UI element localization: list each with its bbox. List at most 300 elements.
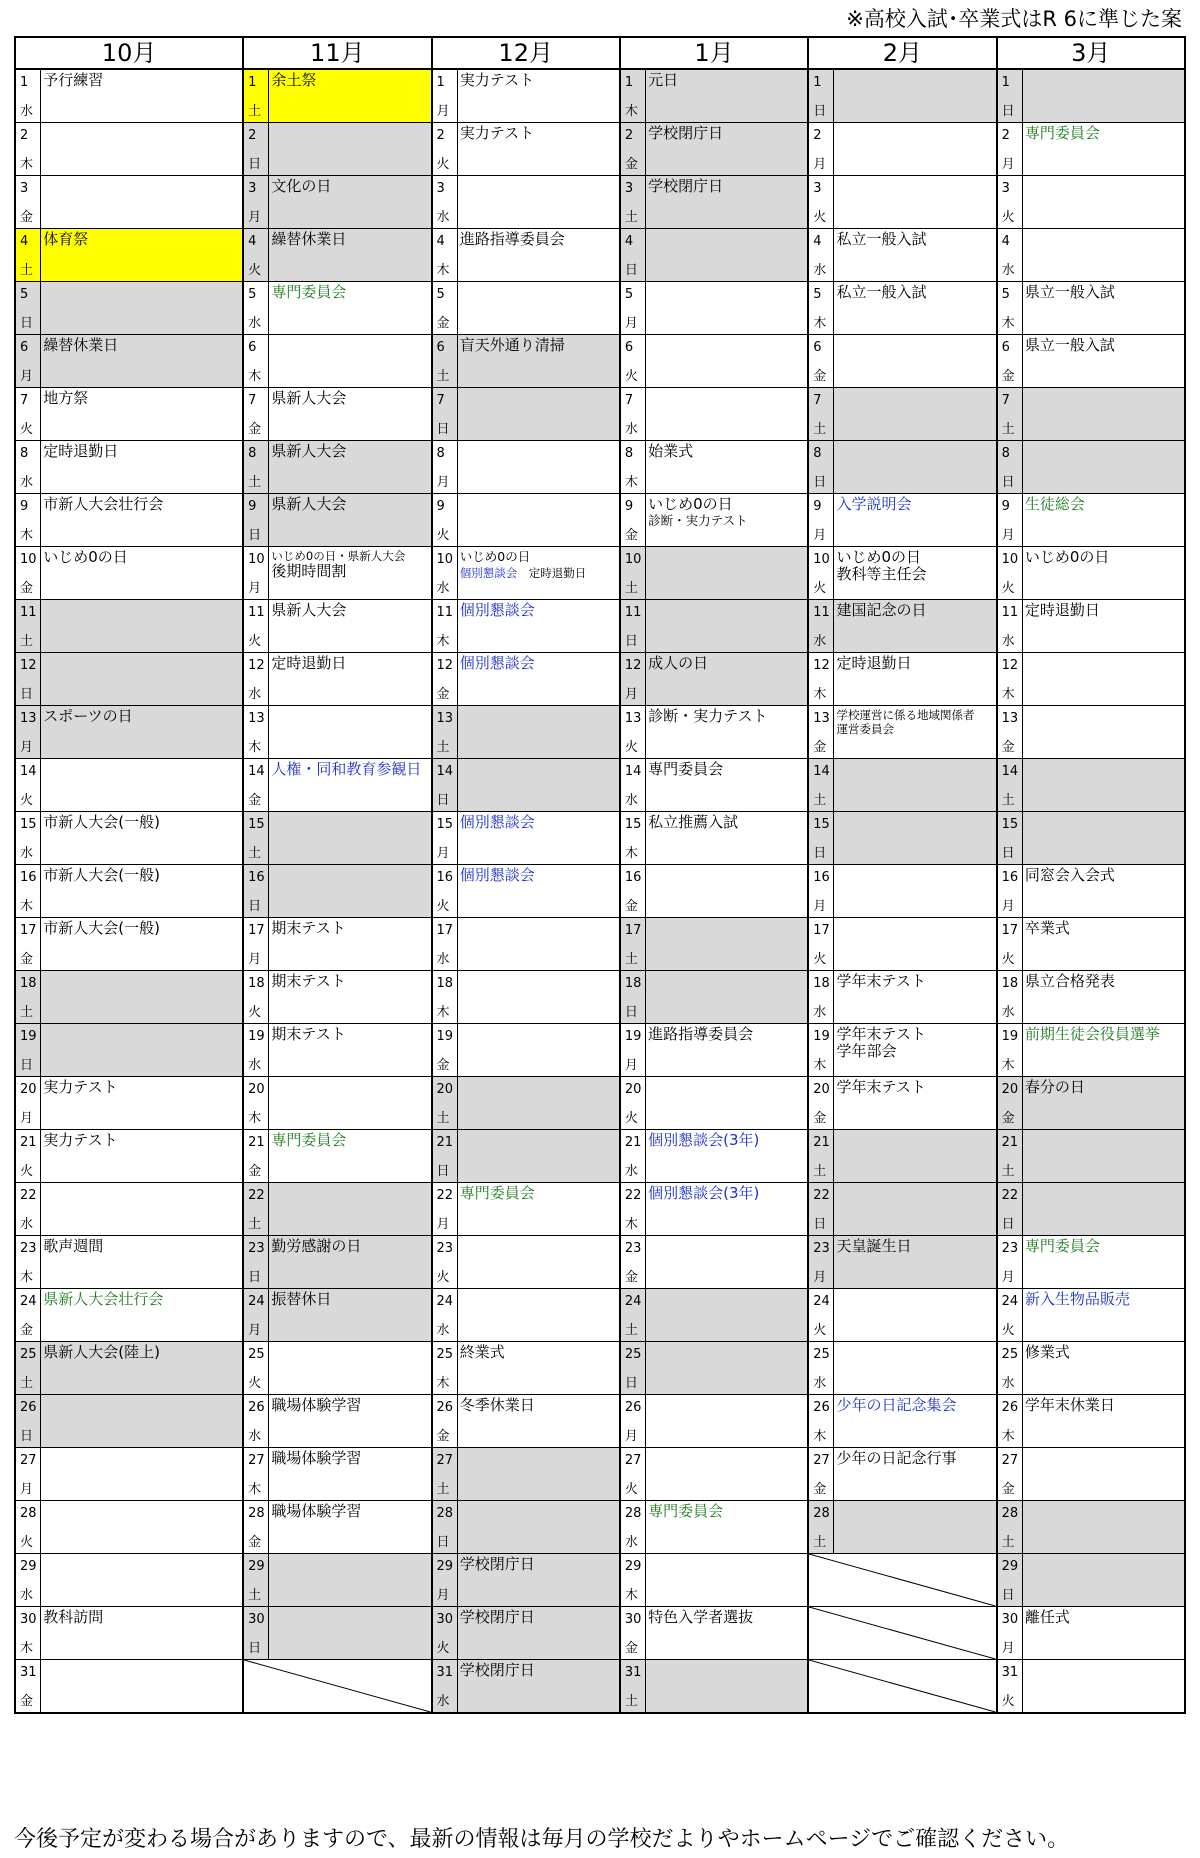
event-list xyxy=(834,1183,995,1185)
event-list xyxy=(834,706,995,736)
event-list xyxy=(834,1342,995,1344)
day-number-cell xyxy=(432,1501,458,1554)
event-label: 学校閉庁日 xyxy=(648,124,724,142)
event-label: 地方祭 xyxy=(43,389,89,407)
weekday: 火 xyxy=(624,369,638,384)
weekday: 月 xyxy=(436,104,450,119)
calendar-row xyxy=(15,759,1185,812)
event-label: 離任式 xyxy=(1024,1608,1070,1626)
event-list xyxy=(41,1183,242,1185)
day-number-cell xyxy=(808,1077,834,1130)
event-list xyxy=(458,494,619,496)
day-number: 30 xyxy=(248,1612,265,1627)
event-list xyxy=(646,1130,807,1149)
day-number-cell xyxy=(243,176,269,229)
day-number-cell xyxy=(808,971,834,1024)
event-list xyxy=(646,1236,807,1238)
day-events-cell xyxy=(1022,918,1185,971)
event-label: 県新人大会 xyxy=(271,601,347,619)
event-list xyxy=(1023,388,1184,390)
day-number: 1 xyxy=(248,75,257,90)
calendar-row xyxy=(15,865,1185,918)
day-number-cell xyxy=(808,1342,834,1395)
weekday: 土 xyxy=(813,422,827,437)
day-number: 23 xyxy=(248,1241,265,1256)
event-list xyxy=(1023,706,1184,708)
weekday: 水 xyxy=(624,1535,638,1550)
event-label: 個別懇談会(3年) xyxy=(648,1184,760,1202)
event-list xyxy=(646,600,807,602)
weekday: 火 xyxy=(248,263,262,278)
day-number: 17 xyxy=(436,923,454,938)
weekday: 木 xyxy=(436,634,450,649)
event-list xyxy=(1023,70,1184,72)
day-number-cell xyxy=(15,1501,41,1554)
event-list xyxy=(269,1554,430,1556)
weekday: 金 xyxy=(624,1270,638,1285)
day-number: 7 xyxy=(248,393,257,408)
day-number: 25 xyxy=(1001,1347,1019,1362)
day-number-cell xyxy=(243,865,269,918)
event-list xyxy=(646,971,807,973)
day-number-cell xyxy=(15,865,41,918)
calendar-row xyxy=(15,441,1185,494)
day-number: 4 xyxy=(1001,234,1010,249)
day-events-cell xyxy=(834,865,997,918)
event-label: 学校運営に係る地域関係者 xyxy=(836,708,975,722)
day-number: 19 xyxy=(20,1029,37,1044)
event-list xyxy=(1023,1289,1184,1308)
day-events-cell xyxy=(269,1342,432,1395)
event-label: 専門委員会 xyxy=(271,1131,347,1149)
weekday: 日 xyxy=(813,1217,827,1232)
day-events-cell xyxy=(1022,282,1185,335)
day-events-cell xyxy=(646,1236,809,1289)
day-number: 16 xyxy=(1001,870,1019,885)
day-events-cell xyxy=(457,1554,620,1607)
calendar-row xyxy=(15,1183,1185,1236)
event-label: 実力テスト xyxy=(43,1078,118,1096)
day-events-cell xyxy=(41,1395,243,1448)
day-number: 31 xyxy=(1001,1665,1019,1680)
day-number: 2 xyxy=(248,128,257,143)
event-list xyxy=(646,229,807,231)
day-number: 5 xyxy=(248,287,257,302)
day-number-cell xyxy=(15,1289,41,1342)
day-number-cell xyxy=(15,494,41,547)
day-events-cell xyxy=(646,865,809,918)
day-number: 12 xyxy=(813,658,830,673)
event-list xyxy=(41,812,242,831)
day-number: 12 xyxy=(436,658,454,673)
weekday: 日 xyxy=(20,316,34,331)
day-number-cell xyxy=(620,282,646,335)
weekday: 土 xyxy=(1001,1164,1015,1179)
event-list xyxy=(834,1289,995,1291)
day-number: 31 xyxy=(20,1665,37,1680)
day-events-cell xyxy=(269,1236,432,1289)
event-label: 県立一般入試 xyxy=(1024,283,1115,301)
day-number: 15 xyxy=(813,817,830,832)
weekday: 木 xyxy=(1001,1058,1015,1073)
day-number-cell xyxy=(243,1024,269,1077)
weekday: 土 xyxy=(20,634,34,649)
day-number: 6 xyxy=(1001,340,1010,355)
school-calendar-table xyxy=(14,36,1186,1714)
month-header-row xyxy=(15,37,1185,69)
weekday: 木 xyxy=(436,263,450,278)
day-number: 7 xyxy=(624,393,634,408)
day-number-cell xyxy=(243,706,269,759)
weekday: 土 xyxy=(436,369,450,384)
weekday: 月 xyxy=(1001,899,1015,914)
day-number-cell xyxy=(432,1342,458,1395)
calendar-row xyxy=(15,1236,1185,1289)
event-list xyxy=(41,70,242,89)
day-number: 27 xyxy=(813,1453,830,1468)
weekday: 月 xyxy=(248,1323,262,1338)
day-number-cell xyxy=(808,282,834,335)
day-number-cell xyxy=(432,229,458,282)
day-events-cell xyxy=(457,123,620,176)
event-label: いじめ0の日 xyxy=(43,548,128,566)
day-number-cell xyxy=(997,706,1023,759)
day-number: 15 xyxy=(248,817,265,832)
day-number: 11 xyxy=(813,605,830,620)
day-number-cell xyxy=(620,335,646,388)
day-number-cell xyxy=(15,653,41,706)
weekday: 金 xyxy=(20,581,34,596)
day-events-cell xyxy=(269,1289,432,1342)
day-number: 16 xyxy=(248,870,265,885)
day-number-cell xyxy=(15,441,41,494)
event-label: 進路指導委員会 xyxy=(459,230,565,248)
day-events-cell xyxy=(457,1236,620,1289)
day-number-cell xyxy=(997,335,1023,388)
event-label: 専門委員会 xyxy=(271,283,347,301)
day-events-cell xyxy=(457,600,620,653)
weekday: 月 xyxy=(1001,1641,1015,1656)
empty-day-cell xyxy=(808,1660,996,1714)
weekday: 土 xyxy=(1001,793,1015,808)
event-label: 体育祭 xyxy=(43,230,89,248)
day-number: 29 xyxy=(624,1559,642,1574)
day-number-cell xyxy=(432,335,458,388)
day-events-cell xyxy=(269,229,432,282)
weekday: 土 xyxy=(813,793,827,808)
day-events-cell xyxy=(1022,1342,1185,1395)
day-number: 17 xyxy=(1001,923,1019,938)
day-number-cell xyxy=(15,1024,41,1077)
event-list xyxy=(1023,759,1184,761)
event-list xyxy=(834,971,995,990)
event-label: 歌声週間 xyxy=(43,1237,104,1255)
day-events-cell xyxy=(834,282,997,335)
weekday: 土 xyxy=(813,1164,827,1179)
day-number: 24 xyxy=(813,1294,830,1309)
event-list xyxy=(41,1236,242,1255)
day-number-cell xyxy=(997,1024,1023,1077)
event-list xyxy=(458,335,619,354)
day-events-cell xyxy=(41,1077,243,1130)
day-events-cell xyxy=(269,600,432,653)
event-list xyxy=(269,600,430,619)
day-events-cell xyxy=(1022,971,1185,1024)
day-number: 13 xyxy=(813,711,830,726)
day-events-cell xyxy=(646,1077,809,1130)
day-number-cell xyxy=(243,229,269,282)
weekday: 日 xyxy=(436,1535,450,1550)
calendar-row xyxy=(15,69,1185,123)
day-events-cell xyxy=(457,1130,620,1183)
weekday: 木 xyxy=(813,316,827,331)
event-label: 期末テスト xyxy=(271,1025,346,1043)
event-list xyxy=(646,388,807,390)
day-number-cell xyxy=(620,1236,646,1289)
day-number-cell xyxy=(620,1289,646,1342)
event-label: 実力テスト xyxy=(459,124,535,142)
day-events-cell xyxy=(457,1183,620,1236)
event-label: 余土祭 xyxy=(271,71,317,89)
weekday: 金 xyxy=(20,1323,34,1338)
day-events-cell xyxy=(1022,1554,1185,1607)
day-number-cell xyxy=(997,1395,1023,1448)
day-number-cell xyxy=(432,1289,458,1342)
weekday: 水 xyxy=(248,1429,262,1444)
event-label: 市新人大会(一般) xyxy=(43,813,160,831)
day-events-cell xyxy=(1022,69,1185,123)
event-label: 教科等主任会 xyxy=(836,565,927,583)
day-events-cell xyxy=(269,1448,432,1501)
day-events-cell xyxy=(457,653,620,706)
day-number-cell xyxy=(997,918,1023,971)
event-list xyxy=(269,388,430,407)
day-number-cell xyxy=(432,282,458,335)
calendar-row xyxy=(15,812,1185,865)
event-list xyxy=(458,123,619,142)
weekday: 火 xyxy=(1001,581,1015,596)
day-number-cell xyxy=(15,812,41,865)
weekday: 金 xyxy=(436,1058,450,1073)
day-number-cell xyxy=(15,1554,41,1607)
day-events-cell xyxy=(457,335,620,388)
event-list xyxy=(41,388,242,407)
day-events-cell xyxy=(269,653,432,706)
day-number: 12 xyxy=(1001,658,1019,673)
day-events-cell xyxy=(646,1342,809,1395)
weekday: 木 xyxy=(624,475,638,490)
weekday: 水 xyxy=(624,1164,638,1179)
day-number: 5 xyxy=(1001,287,1010,302)
weekday: 日 xyxy=(436,1164,450,1179)
day-number-cell xyxy=(243,1501,269,1554)
day-number-cell xyxy=(620,812,646,865)
day-number-cell xyxy=(15,69,41,123)
event-list xyxy=(1023,1554,1184,1556)
day-number-cell xyxy=(620,600,646,653)
event-list xyxy=(41,335,242,354)
day-events-cell xyxy=(457,282,620,335)
day-number: 30 xyxy=(1001,1612,1019,1627)
weekday: 月 xyxy=(20,369,34,384)
weekday: 日 xyxy=(1001,846,1015,861)
event-list xyxy=(458,759,619,761)
day-number: 28 xyxy=(1001,1506,1019,1521)
event-label: 少年の日記念行事 xyxy=(836,1449,957,1467)
day-events-cell xyxy=(269,547,432,600)
day-number-cell xyxy=(15,547,41,600)
event-list xyxy=(41,918,242,937)
weekday: 火 xyxy=(813,1323,827,1338)
day-number-cell xyxy=(997,1077,1023,1130)
weekday: 木 xyxy=(20,1270,34,1285)
event-list xyxy=(1023,441,1184,443)
day-number: 19 xyxy=(248,1029,265,1044)
day-number: 10 xyxy=(813,552,830,567)
calendar-row xyxy=(15,547,1185,600)
day-number: 14 xyxy=(624,764,642,779)
weekday: 土 xyxy=(624,952,638,967)
day-number-cell xyxy=(15,1448,41,1501)
day-events-cell xyxy=(41,494,243,547)
event-list xyxy=(1023,547,1184,566)
event-list xyxy=(646,1183,807,1202)
weekday: 金 xyxy=(20,210,34,225)
day-events-cell xyxy=(269,812,432,865)
day-number-cell xyxy=(15,918,41,971)
event-label: 県立合格発表 xyxy=(1024,972,1115,990)
event-list xyxy=(458,388,619,390)
day-number-cell xyxy=(15,1077,41,1130)
day-events-cell xyxy=(1022,1130,1185,1183)
day-events-cell xyxy=(646,1660,809,1714)
day-number: 22 xyxy=(248,1188,265,1203)
day-number: 8 xyxy=(1001,446,1010,461)
day-number: 12 xyxy=(248,658,265,673)
day-events-cell xyxy=(41,1289,243,1342)
day-number-cell xyxy=(808,69,834,123)
event-label: 天皇誕生日 xyxy=(836,1237,912,1255)
calendar-row xyxy=(15,653,1185,706)
day-number: 9 xyxy=(20,499,29,514)
day-number: 17 xyxy=(813,923,830,938)
weekday: 水 xyxy=(248,687,262,702)
day-number: 23 xyxy=(436,1241,454,1256)
event-label: 卒業式 xyxy=(1024,919,1070,937)
event-list xyxy=(41,1395,242,1397)
day-events-cell xyxy=(269,494,432,547)
day-events-cell xyxy=(457,812,620,865)
event-list xyxy=(646,176,807,195)
day-events-cell xyxy=(457,918,620,971)
event-label: 専門委員会 xyxy=(459,1184,535,1202)
event-list xyxy=(269,441,430,460)
day-number: 18 xyxy=(248,976,265,991)
day-number: 13 xyxy=(436,711,454,726)
event-list xyxy=(646,1024,807,1043)
day-number-cell xyxy=(808,812,834,865)
weekday: 木 xyxy=(436,1005,450,1020)
weekday: 日 xyxy=(624,1376,638,1391)
day-events-cell xyxy=(269,1607,432,1660)
event-label: 成人の日 xyxy=(648,654,709,672)
weekday: 木 xyxy=(248,1111,262,1126)
event-list xyxy=(269,1342,430,1344)
weekday: 土 xyxy=(248,104,262,119)
day-number-cell xyxy=(620,1448,646,1501)
day-number: 27 xyxy=(436,1453,454,1468)
weekday: 金 xyxy=(624,1641,638,1656)
day-number: 13 xyxy=(1001,711,1019,726)
day-events-cell xyxy=(457,1342,620,1395)
event-list xyxy=(458,229,619,248)
day-events-cell xyxy=(834,229,997,282)
weekday: 火 xyxy=(624,740,638,755)
weekday: 日 xyxy=(20,1429,34,1444)
event-list xyxy=(41,1554,242,1556)
event-list xyxy=(1023,1448,1184,1450)
event-label: 個別懇談会(3年) xyxy=(648,1131,760,1149)
calendar-row xyxy=(15,1501,1185,1554)
day-number-cell xyxy=(620,229,646,282)
day-number-cell xyxy=(243,918,269,971)
event-label: 建国記念の日 xyxy=(836,601,927,619)
day-events-cell xyxy=(41,918,243,971)
day-number-cell xyxy=(15,1236,41,1289)
event-list xyxy=(646,812,807,831)
event-list xyxy=(269,971,430,990)
day-number-cell xyxy=(243,1183,269,1236)
day-number-cell xyxy=(997,1501,1023,1554)
day-number: 20 xyxy=(248,1082,265,1097)
day-events-cell xyxy=(834,1289,997,1342)
weekday: 日 xyxy=(248,157,262,172)
event-label: 繰替休業日 xyxy=(43,336,119,354)
day-events-cell xyxy=(41,1607,243,1660)
day-number: 18 xyxy=(813,976,830,991)
day-events-cell xyxy=(41,1183,243,1236)
event-list xyxy=(834,335,995,337)
event-label: 実力テスト xyxy=(43,1131,118,1149)
day-events-cell xyxy=(646,441,809,494)
event-list xyxy=(458,865,619,884)
day-number-cell xyxy=(432,759,458,812)
day-number-cell xyxy=(243,812,269,865)
day-events-cell xyxy=(269,282,432,335)
day-number: 26 xyxy=(20,1400,37,1415)
event-list xyxy=(458,1501,619,1503)
event-list xyxy=(458,1077,619,1079)
day-number-cell xyxy=(997,1236,1023,1289)
day-events-cell xyxy=(646,1554,809,1607)
weekday: 金 xyxy=(248,1164,262,1179)
empty-day-cell xyxy=(243,1660,431,1714)
day-number-cell xyxy=(997,1660,1023,1714)
event-label: いじめ0の日 xyxy=(1024,548,1110,566)
day-events-cell xyxy=(834,1024,997,1077)
day-number-cell xyxy=(243,971,269,1024)
day-number-cell xyxy=(15,123,41,176)
day-events-cell xyxy=(1022,1024,1185,1077)
event-list xyxy=(646,547,807,549)
weekday: 日 xyxy=(248,1270,262,1285)
day-number: 6 xyxy=(20,340,29,355)
event-label: 進路指導委員会 xyxy=(648,1025,754,1043)
weekday: 火 xyxy=(1001,210,1015,225)
weekday: 日 xyxy=(813,846,827,861)
day-events-cell xyxy=(41,865,243,918)
day-number: 5 xyxy=(20,287,29,302)
